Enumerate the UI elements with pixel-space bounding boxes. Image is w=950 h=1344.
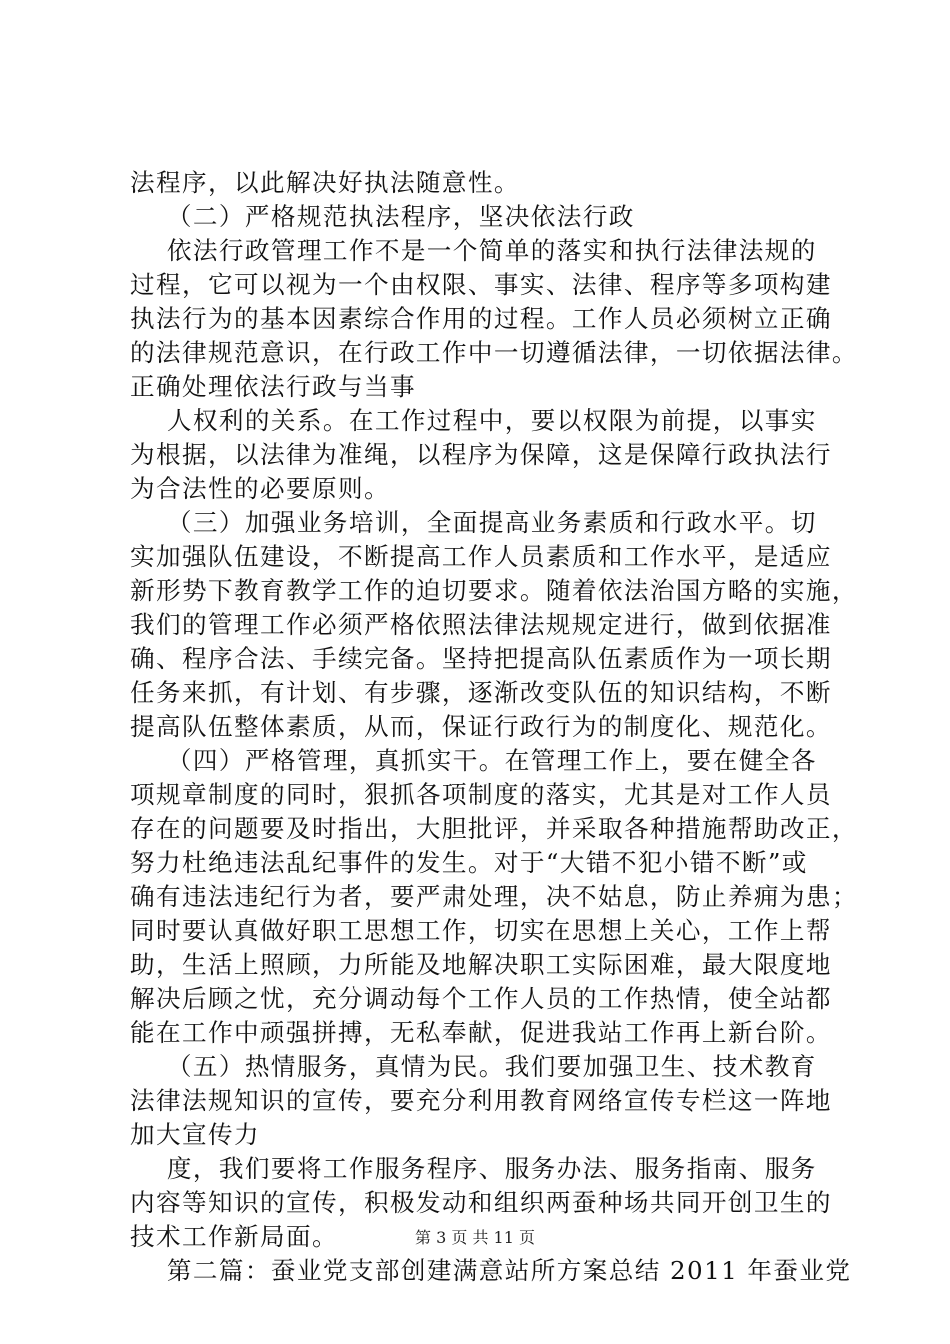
text-line: 实加强队伍建设，不断提高工作人员素质和工作水平，是适应 xyxy=(130,542,832,571)
text-line: 新形势下教育教学工作的迫切要求。随着依法治国方略的实施， xyxy=(130,576,858,605)
text-line: 度，我们要将工作服务程序、服务办法、服务指南、服务 xyxy=(130,1154,817,1183)
text-line: 解决后顾之忧，充分调动每个工作人员的工作热情，使全站都 xyxy=(130,984,832,1013)
text-line: 技术工作新局面。 xyxy=(130,1222,338,1251)
text-line: 确、程序合法、手续完备。坚持把提高队伍素质作为一项长期 xyxy=(130,644,832,673)
text-line: 正确处理依法行政与当事 xyxy=(130,372,416,401)
text-line: 努力杜绝违法乱纪事件的发生。对于“大错不犯小错不断”或 xyxy=(130,848,808,877)
text-line: 执法行为的基本因素综合作用的过程。工作人员必须树立正确 xyxy=(130,304,832,333)
text-line: 能在工作中顽强拼搏，无私奉献，促进我站工作再上新台阶。 xyxy=(130,1018,832,1047)
document-body xyxy=(130,166,858,1288)
text-line: 为合法性的必要原则。 xyxy=(130,474,390,503)
text-line: 为根据，以法律为准绳，以程序为保障，这是保障行政执法行 xyxy=(130,440,832,469)
page-footer: 第 3 页 共 11 页 xyxy=(415,1228,535,1247)
text-line: 依法行政管理工作不是一个简单的落实和执行法律法规的 xyxy=(130,236,817,265)
text-line: 第二篇：蚕业党支部创建满意站所方案总结 2011 年蚕业党 xyxy=(130,1256,852,1285)
text-line: 人权利的关系。在工作过程中，要以权限为前提，以事实 xyxy=(130,406,817,435)
text-line: 助，生活上照顾，力所能及地解决职工实际困难，最大限度地 xyxy=(130,950,832,979)
text-line: 加大宣传力 xyxy=(130,1120,260,1149)
text-line: 存在的问题要及时指出，大胆批评，并采取各种措施帮助改正， xyxy=(130,814,858,843)
text-line: 法律法规知识的宣传，要充分利用教育网络宣传专栏这一阵地 xyxy=(130,1086,832,1115)
text-line: 法程序，以此解决好执法随意性。 xyxy=(130,168,520,197)
text-line: 过程，它可以视为一个由权限、事实、法律、程序等多项构建 xyxy=(130,270,832,299)
text-line: 任务来抓，有计划、有步骤，逐渐改变队伍的知识结构，不断 xyxy=(130,678,832,707)
text-line: 的法律规范意识，在行政工作中一切遵循法律，一切依据法律。 xyxy=(130,338,858,367)
text-line: 确有违法违纪行为者，要严肃处理，决不姑息，防止养痈为患； xyxy=(130,882,858,911)
text-line: （五）热情服务，真情为民。我们要加强卫生、技术教育 xyxy=(130,1052,817,1081)
text-line: （四）严格管理，真抓实干。在管理工作上，要在健全各 xyxy=(130,746,817,775)
text-line: 项规章制度的同时，狠抓各项制度的落实，尤其是对工作人员 xyxy=(130,780,832,809)
text-line: （二）严格规范执法程序，坚决依法行政 xyxy=(130,202,635,231)
text-line: （三）加强业务培训，全面提高业务素质和行政水平。切 xyxy=(130,508,817,537)
text-line: 内容等知识的宣传，积极发动和组织两蚕种场共同开创卫生的 xyxy=(130,1188,832,1217)
text-line: 我们的管理工作必须严格依照法律法规规定进行，做到依据准 xyxy=(130,610,832,639)
text-line: 提高队伍整体素质，从而，保证行政行为的制度化、规范化。 xyxy=(130,712,832,741)
text-line: 同时要认真做好职工思想工作，切实在思想上关心，工作上帮 xyxy=(130,916,832,945)
